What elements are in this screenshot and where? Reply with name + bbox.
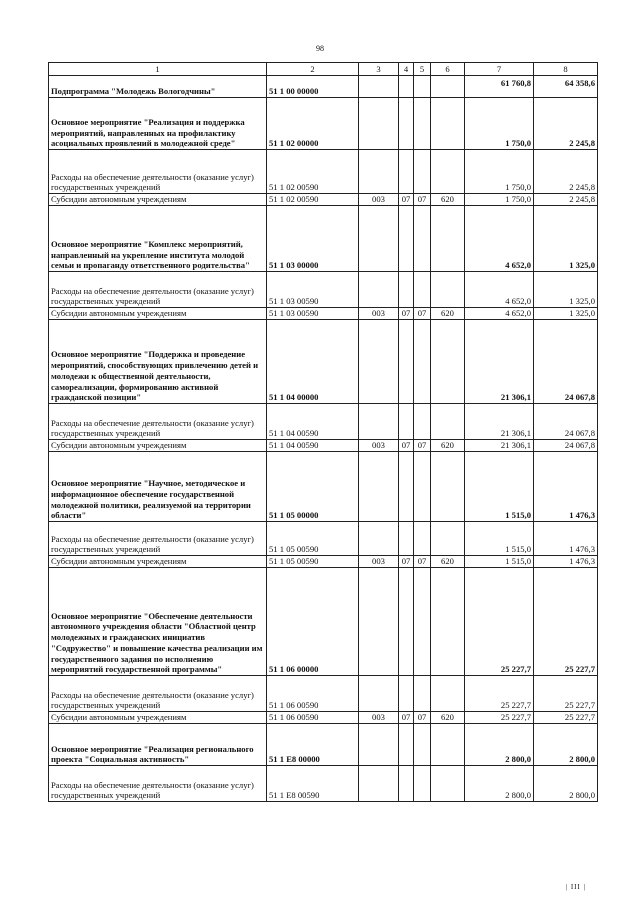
row-value-8: 2 245,8 <box>534 98 598 150</box>
row-value-7: 1 515,0 <box>465 556 534 568</box>
row-name: Основное мероприятие "Реализация и поддержка мероприятий, направленных на профилактику асоциальных проявлений в молодежной среде" <box>49 98 267 150</box>
table-row <box>49 206 598 272</box>
row-col4 <box>399 320 414 404</box>
row-col5 <box>414 724 431 766</box>
row-col5 <box>414 98 431 150</box>
row-col4: 07 <box>399 194 414 206</box>
row-value-8: 24 067,8 <box>534 320 598 404</box>
row-code: 51 1 04 00000 <box>267 320 359 404</box>
row-value-8: 2 800,0 <box>534 766 598 802</box>
row-col6 <box>431 98 465 150</box>
row-value-8: 1 325,0 <box>534 308 598 320</box>
row-name: Субсидии автономным учреждениям <box>49 556 267 568</box>
row-col4: 07 <box>399 556 414 568</box>
row-value-7: 4 652,0 <box>465 206 534 272</box>
row-col4 <box>399 206 414 272</box>
row-col6: 620 <box>431 556 465 568</box>
col-header: 6 <box>431 63 465 76</box>
row-col3: 003 <box>359 308 399 320</box>
row-name: Субсидии автономным учреждениям <box>49 440 267 452</box>
row-value-8: 25 227,7 <box>534 676 598 712</box>
row-value-8: 1 476,3 <box>534 522 598 556</box>
row-col3 <box>359 320 399 404</box>
row-value-8: 1 325,0 <box>534 272 598 308</box>
row-value-8: 2 245,8 <box>534 150 598 194</box>
row-col5: 07 <box>414 712 431 724</box>
row-name: Субсидии автономным учреждениям <box>49 194 267 206</box>
row-code: 51 1 05 00590 <box>267 522 359 556</box>
row-col3 <box>359 98 399 150</box>
table-body <box>49 76 598 802</box>
table-row <box>49 320 598 404</box>
row-col5 <box>414 522 431 556</box>
table-row <box>49 76 598 98</box>
row-code: 51 1 04 00590 <box>267 404 359 440</box>
row-col3 <box>359 404 399 440</box>
row-value-8: 1 476,3 <box>534 556 598 568</box>
row-col3: 003 <box>359 440 399 452</box>
row-code: 51 1 03 00590 <box>267 272 359 308</box>
table-row <box>49 150 598 194</box>
table-row <box>49 440 598 452</box>
footer-mark: | III | <box>565 883 586 891</box>
row-col5 <box>414 404 431 440</box>
row-name: Основное мероприятие "Поддержка и проведение мероприятий, способствующих привлечению детей и молодежи к общественной деятельности, самореализации, формированию активной гражданской позиции" <box>49 320 267 404</box>
row-name: Основное мероприятие "Обеспечение деятельности автономного учреждения области "Областной центр молодежных и гражданских инициатив "Содружество" и повышение качества реализации им государственного задания по исполнению мероприятий государственной программы" <box>49 568 267 676</box>
row-col5 <box>414 272 431 308</box>
row-col5 <box>414 150 431 194</box>
row-code: 51 1 04 00590 <box>267 440 359 452</box>
row-value-7: 21 306,1 <box>465 440 534 452</box>
row-value-8: 25 227,7 <box>534 712 598 724</box>
row-code: 51 1 02 00590 <box>267 150 359 194</box>
row-value-7: 25 227,7 <box>465 568 534 676</box>
row-name: Субсидии автономным учреждениям <box>49 712 267 724</box>
row-col3 <box>359 724 399 766</box>
row-col6 <box>431 452 465 522</box>
row-name: Расходы на обеспечение деятельности (оказание услуг) государственных учреждений <box>49 766 267 802</box>
table-row <box>49 452 598 522</box>
row-value-7: 25 227,7 <box>465 712 534 724</box>
row-value-7: 4 652,0 <box>465 272 534 308</box>
row-value-7: 1 750,0 <box>465 150 534 194</box>
row-value-8: 24 067,8 <box>534 440 598 452</box>
row-col4 <box>399 76 414 98</box>
row-col4 <box>399 452 414 522</box>
row-code: 51 1 05 00590 <box>267 556 359 568</box>
row-col4: 07 <box>399 712 414 724</box>
row-value-8: 1 325,0 <box>534 206 598 272</box>
table-row <box>49 98 598 150</box>
row-col5 <box>414 206 431 272</box>
table-row <box>49 404 598 440</box>
row-col5 <box>414 568 431 676</box>
row-col6 <box>431 676 465 712</box>
col-header: 3 <box>359 63 399 76</box>
row-value-8: 24 067,8 <box>534 404 598 440</box>
row-col3: 003 <box>359 194 399 206</box>
row-col3 <box>359 766 399 802</box>
row-code: 51 1 02 00000 <box>267 98 359 150</box>
row-col4 <box>399 724 414 766</box>
table-row <box>49 676 598 712</box>
row-value-8: 64 358,6 <box>534 76 598 98</box>
col-header: 5 <box>414 63 431 76</box>
col-header: 8 <box>534 63 598 76</box>
row-code: 51 1 06 00000 <box>267 568 359 676</box>
row-value-7: 1 515,0 <box>465 522 534 556</box>
row-col6 <box>431 522 465 556</box>
row-col4 <box>399 766 414 802</box>
row-value-7: 21 306,1 <box>465 320 534 404</box>
row-col6 <box>431 206 465 272</box>
row-col3 <box>359 568 399 676</box>
row-value-7: 2 800,0 <box>465 766 534 802</box>
col-header: 2 <box>267 63 359 76</box>
row-col5 <box>414 320 431 404</box>
row-col6 <box>431 320 465 404</box>
row-name: Расходы на обеспечение деятельности (оказание услуг) государственных учреждений <box>49 522 267 556</box>
table-row <box>49 272 598 308</box>
row-code: 51 1 06 00590 <box>267 712 359 724</box>
row-col4: 07 <box>399 440 414 452</box>
row-col3: 003 <box>359 556 399 568</box>
row-name: Расходы на обеспечение деятельности (оказание услуг) государственных учреждений <box>49 150 267 194</box>
row-col6 <box>431 150 465 194</box>
row-value-7: 2 800,0 <box>465 724 534 766</box>
row-col3 <box>359 676 399 712</box>
row-col6 <box>431 568 465 676</box>
row-col5 <box>414 766 431 802</box>
row-name: Расходы на обеспечение деятельности (оказание услуг) государственных учреждений <box>49 676 267 712</box>
row-col3 <box>359 76 399 98</box>
row-col5: 07 <box>414 308 431 320</box>
row-col4 <box>399 404 414 440</box>
row-col3 <box>359 272 399 308</box>
table-row <box>49 712 598 724</box>
row-col4 <box>399 676 414 712</box>
row-value-7: 1 750,0 <box>465 194 534 206</box>
row-value-8: 1 476,3 <box>534 452 598 522</box>
row-value-8: 2 245,8 <box>534 194 598 206</box>
row-code: 51 1 06 00590 <box>267 676 359 712</box>
row-col6: 620 <box>431 712 465 724</box>
budget-table <box>48 62 598 802</box>
row-code: 51 1 03 00590 <box>267 308 359 320</box>
row-col6 <box>431 766 465 802</box>
table-row <box>49 194 598 206</box>
row-col6 <box>431 272 465 308</box>
row-col3 <box>359 522 399 556</box>
row-col3: 003 <box>359 712 399 724</box>
row-col5 <box>414 76 431 98</box>
row-code: 51 1 E8 00000 <box>267 724 359 766</box>
row-col3 <box>359 150 399 194</box>
row-code: 51 1 05 00000 <box>267 452 359 522</box>
col-header: 4 <box>399 63 414 76</box>
table-row <box>49 556 598 568</box>
row-value-7: 4 652,0 <box>465 308 534 320</box>
row-value-7: 1 750,0 <box>465 98 534 150</box>
row-col5: 07 <box>414 440 431 452</box>
row-col4: 07 <box>399 308 414 320</box>
row-name: Основное мероприятие "Научное, методическое и информационное обеспечение государственной молодежной политики, реализуемой на территории области" <box>49 452 267 522</box>
row-col5 <box>414 676 431 712</box>
header-row <box>49 63 598 76</box>
row-code: 51 1 03 00000 <box>267 206 359 272</box>
row-value-7: 61 760,8 <box>465 76 534 98</box>
row-col6 <box>431 404 465 440</box>
row-col5 <box>414 452 431 522</box>
row-col6 <box>431 724 465 766</box>
row-name: Основное мероприятие "Реализация регионального проекта "Социальная активность" <box>49 724 267 766</box>
table-row <box>49 724 598 766</box>
row-name: Субсидии автономным учреждениям <box>49 308 267 320</box>
row-name: Расходы на обеспечение деятельности (оказание услуг) государственных учреждений <box>49 404 267 440</box>
table-row <box>49 522 598 556</box>
row-code: 51 1 E8 00590 <box>267 766 359 802</box>
col-header: 1 <box>49 63 267 76</box>
row-col3 <box>359 206 399 272</box>
row-code: 51 1 00 00000 <box>267 76 359 98</box>
row-col3 <box>359 452 399 522</box>
table-row <box>49 568 598 676</box>
row-code: 51 1 02 00590 <box>267 194 359 206</box>
row-col5: 07 <box>414 194 431 206</box>
table-row <box>49 308 598 320</box>
row-col5: 07 <box>414 556 431 568</box>
row-name: Расходы на обеспечение деятельности (оказание услуг) государственных учреждений <box>49 272 267 308</box>
row-value-7: 21 306,1 <box>465 404 534 440</box>
row-value-8: 25 227,7 <box>534 568 598 676</box>
row-col6: 620 <box>431 308 465 320</box>
page-number: 98 <box>316 44 324 53</box>
table-row <box>49 766 598 802</box>
row-name: Основное мероприятие "Комплекс мероприятий, направленный на укрепление института молодой семьи и пропаганду ответственного родительства" <box>49 206 267 272</box>
row-col6 <box>431 76 465 98</box>
row-value-7: 25 227,7 <box>465 676 534 712</box>
row-col4 <box>399 98 414 150</box>
col-header: 7 <box>465 63 534 76</box>
row-col4 <box>399 272 414 308</box>
row-col6: 620 <box>431 440 465 452</box>
row-col4 <box>399 150 414 194</box>
row-col4 <box>399 568 414 676</box>
row-value-8: 2 800,0 <box>534 724 598 766</box>
row-value-7: 1 515,0 <box>465 452 534 522</box>
row-name: Подпрограмма "Молодежь Вологодчины" <box>49 76 267 98</box>
row-col4 <box>399 522 414 556</box>
row-col6: 620 <box>431 194 465 206</box>
